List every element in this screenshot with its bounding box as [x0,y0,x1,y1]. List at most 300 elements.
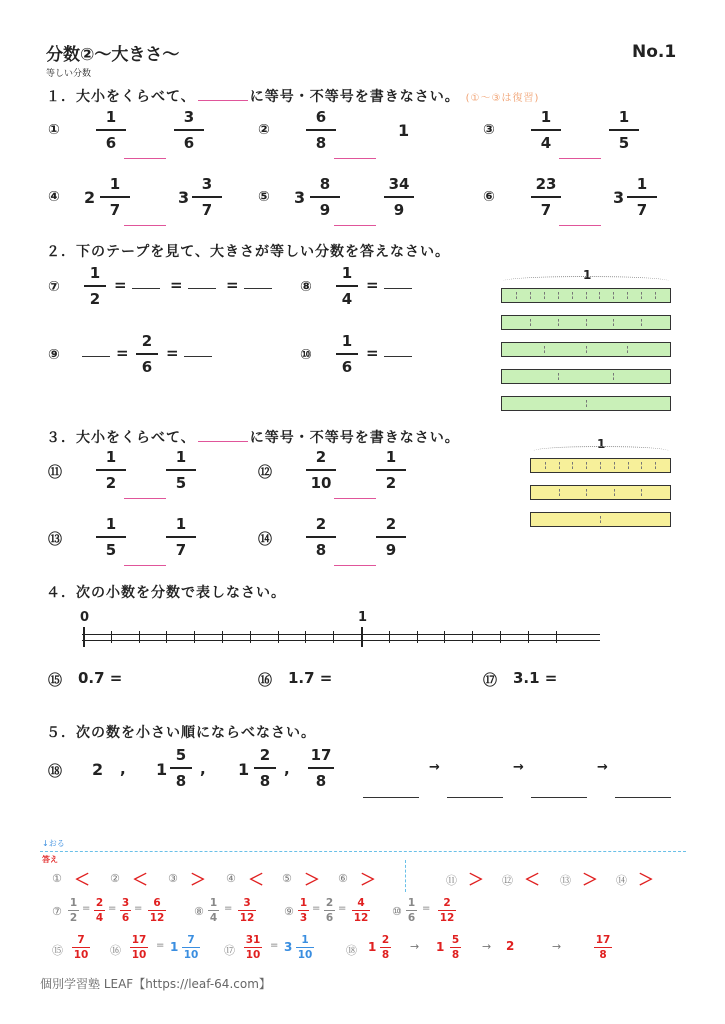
q2-0-blank-2 [244,288,272,289]
ans16-wf-den: 10 [183,949,199,961]
nline-tick [139,631,140,643]
answers.row1.2-sym: ＞ [190,870,207,889]
q1-3-b-den: 7 [201,201,213,219]
ans18-arrow0: → [410,940,420,953]
q2-2-blank-0 [184,356,212,357]
q5-num-3 [308,746,334,790]
tape2-row-4 [501,396,671,411]
ans9-q-bar [324,910,335,911]
ans18-f0-den: 8 [381,949,390,961]
answers.row1.3-sym: ＜ [248,870,265,889]
nline-tick [250,631,251,643]
ans17-f-bar [244,947,262,948]
tape2-tick [613,373,614,380]
answers.row1.6-sym: ＞ [468,870,485,889]
ans9-eq0: = [312,903,321,914]
nline-tick [166,631,167,643]
ans8-eq: = [224,903,233,914]
answers-title: 答え [42,855,58,864]
ans8-f0-bar [238,910,256,911]
ans18-f3 [594,934,612,961]
ans7-eq1: = [108,903,117,914]
nline-tick [361,627,363,647]
q1-3-b-whole: 3 [178,188,190,207]
answers.row1.9-label: ⑭ [616,874,627,887]
ans9-pre [298,897,309,924]
q2-3-eq-0: = [366,344,379,362]
tape3-tick [545,462,546,469]
q5-blank-3 [615,797,671,798]
tape2-tick [627,346,628,353]
ans7-f1-num: 3 [121,897,130,909]
ans8-q-num: 1 [209,897,218,909]
ans15-label: ⑮ [52,944,63,957]
tape3-tick [600,462,601,469]
answers.row1.0-sym: ＜ [74,870,91,889]
q5-blank-0 [363,797,419,798]
q5-num-2-whole: 1 [238,760,250,779]
q3-3-b-bar [376,536,406,538]
tape3-row-0 [530,458,671,473]
ans9-q [324,897,335,924]
ans18-f1-bar [450,947,461,948]
q1-2-answer-blank [559,158,601,159]
tape2-tick [572,292,573,299]
q4.items.2-value: 3.1 = [513,669,558,687]
q3-3-answer-blank [334,565,376,566]
nline-tick [333,631,334,643]
q5-arrow-0: → [429,760,440,775]
ans16-label: ⑯ [110,944,121,957]
ans10-eq: = [422,903,431,914]
q3-3-a-bar [306,536,336,538]
nline-tick [194,631,195,643]
ans18-f3-bar [594,947,612,948]
ans9-f0-den: 12 [353,912,369,924]
ans17-f-num: 31 [245,934,261,946]
ans18-w0: 1 [368,940,377,954]
q1-1-b-whole: 1 [398,121,410,140]
ans10-f0 [438,897,456,924]
q3-2-b-den: 7 [175,541,187,559]
tape2-tick [627,292,628,299]
q2-title: ２．下のテープを見て、大きさが等しい分数を答えなさい。 [46,244,451,260]
nline-top [82,634,600,635]
q5-num-0: 2 [92,760,104,779]
answers.row1.1-label: ② [110,872,120,885]
q1.items.2-label: ③ [483,122,495,138]
tape2-row-2 [501,342,671,357]
tape3-tick [614,489,615,496]
ans7-f2-num: 6 [153,897,161,909]
ans18-f0-bar [380,947,391,948]
nline-bottom [82,640,600,641]
q1-3-b-num: 3 [201,175,213,193]
ans10-q-bar [406,910,417,911]
q1-5-b-den: 7 [636,201,648,219]
q5-num-1-num: 5 [175,746,187,764]
q2-1-frac-num: 1 [341,264,353,282]
q3-title: ３．大小をくらべて、 に等号・不等号を書きなさい。 [46,430,460,446]
ans10-q-num: 1 [407,897,416,909]
q1-0-b [174,108,204,152]
q5-label: ⑱ [48,764,62,780]
q1.items.1-label: ② [258,122,270,138]
tape3-tick [559,462,560,469]
ans16-f-bar [130,947,148,948]
ans10-label: ⑩ [392,905,402,918]
q2.items.3-label: ⑩ [300,347,312,363]
ans16-f-den: 10 [131,949,147,961]
q3-2-a-bar [96,536,126,538]
ans18-f3-den: 8 [599,949,607,961]
q1-4-b-num: 34 [388,175,410,193]
ans17-wf-den: 10 [297,949,313,961]
q3-0-b-num: 1 [175,448,187,466]
ans16-wf [182,934,200,961]
tape2-tick [530,292,531,299]
q1-0-b-num: 3 [183,108,195,126]
q1-5-a-bar [531,196,561,198]
ans7-label: ⑦ [52,905,62,918]
ans7-f1-den: 6 [121,912,130,924]
q3.items.0-label: ⑪ [48,465,62,481]
q3-3-a-num: 2 [315,515,327,533]
q2-2-blank-left [82,356,110,357]
tape2-row-3 [501,369,671,384]
ans8-label: ⑧ [194,905,204,918]
ans8-f0-den: 12 [239,912,255,924]
ans7-f0 [94,897,105,924]
tape2-brace [503,276,669,286]
q2-2-frac-den: 6 [141,358,153,376]
tape3-row-2 [530,512,671,527]
q1-3-b-bar [192,196,222,198]
q1-2-a-num: 1 [540,108,552,126]
q3-0-a [96,448,126,492]
nline-tick [305,631,306,643]
answers.row1.3-label: ④ [226,872,236,885]
tape2-tick [530,319,531,326]
nline-tick [500,631,501,643]
ans7-q-num: 1 [69,897,78,909]
q3-2-answer-blank [124,565,166,566]
ans17-wf [296,934,314,961]
fold-label: ↓おる [42,839,65,848]
q1-1-a [306,108,336,152]
q1-3-a [100,175,130,219]
ans7-f0-den: 4 [95,912,104,924]
answers.row1.6-label: ⑪ [446,874,457,887]
ans17-wf-bar [296,947,314,948]
tape3-tick [641,489,642,496]
q1-0-b-bar [174,129,204,131]
ans18-f1-den: 8 [451,949,460,961]
q3-0-b-bar [166,469,196,471]
answers.row1.8-label: ⑬ [560,874,571,887]
ans8-f0-num: 3 [243,897,251,909]
q1-3-a-num: 1 [109,175,121,193]
q2-1-eq-0: = [366,276,379,294]
q5-comma-2: , [284,760,290,778]
ans18-w2: 2 [506,939,515,953]
q4.items.2-label: ⑰ [483,673,497,689]
q3-1-b-num: 1 [385,448,397,466]
q1-2-a [531,108,561,152]
q2-0-eq-0: = [114,276,127,294]
answers.row1.7-sym: ＜ [524,870,541,889]
page-title: 分数②～大きさ～ [46,45,180,65]
q5-num-2 [254,746,276,790]
tape3-tick [600,516,601,523]
tape2-row-1 [501,315,671,330]
q2-2-frac [136,332,158,376]
number-line-1: 1 [358,610,368,625]
ans17-w: 3 [284,940,293,954]
ans17-f [244,934,262,961]
q2-3-frac [336,332,358,376]
tape3-tick [655,462,656,469]
ans16-f [130,934,148,961]
q2.items.0-label: ⑦ [48,279,60,295]
q5-comma-0: , [120,760,126,778]
ans15-f-num: 7 [77,934,85,946]
q3-1-b-bar [376,469,406,471]
q1-3-a-den: 7 [109,201,121,219]
ans7-eq2: = [134,903,143,914]
q2-3-frac-den: 6 [341,358,353,376]
q1-3-a-whole: 2 [84,188,96,207]
q3-1-a [306,448,336,492]
q1-2-b [609,108,639,152]
q5-arrow-2: → [597,760,608,775]
q5-comma-1: , [200,760,206,778]
q2-0-frac [84,264,106,308]
q2-3-blank-0 [384,356,412,357]
nline-tick [111,631,112,643]
ans17-label: ⑰ [224,944,235,957]
number-line-0: 0 [80,610,90,625]
q2.items.2-label: ⑨ [48,347,60,363]
q5-blank-2 [531,797,587,798]
answers.row1.7-label: ⑫ [502,874,513,887]
ans15-f-bar [72,947,90,948]
q1-4-a-den: 9 [319,201,331,219]
q1-5-a [531,175,561,219]
q5-num-3-den: 8 [315,772,327,790]
q3.items.3-label: ⑭ [258,532,272,548]
ans18-f0-num: 2 [381,934,390,946]
q3-1-a-den: 10 [310,474,332,492]
tape3-label: 1 [597,437,606,451]
ans7-q [68,897,79,924]
tape2-tick [544,346,545,353]
q1-2-b-bar [609,129,639,131]
q3-0-answer-blank [124,498,166,499]
tape2-tick [516,292,517,299]
q2-3-frac-bar [336,353,358,355]
ans15-f [72,934,90,961]
q5-num-2-num: 2 [259,746,271,764]
q1-4-b [384,175,414,219]
nline-tick [222,631,223,643]
q1-5-a-num: 23 [535,175,557,193]
q5-num-3-num: 17 [310,746,332,764]
q1.items.0-label: ① [48,122,60,138]
q3-3-b-den: 9 [385,541,397,559]
q3-2-a [96,515,126,559]
q1-3-b [192,175,222,219]
ans8-f0 [238,897,256,924]
tape2-tick [655,292,656,299]
tape2-tick [586,400,587,407]
nline-tick [444,631,445,643]
q3-1-a-bar [306,469,336,471]
ans18-f3-num: 17 [595,934,611,946]
ans7-f0-bar [94,910,105,911]
ans7-f2-bar [148,910,166,911]
ans10-f0-num: 2 [443,897,451,909]
q3-2-a-den: 5 [105,541,117,559]
q4.items.0-label: ⑮ [48,673,62,689]
ans18-arrow1: → [482,940,492,953]
q1-4-a-whole: 3 [294,188,306,207]
ans17-f-den: 10 [245,949,261,961]
ans7-f1-bar [120,910,131,911]
ans17-wf-num: 1 [301,934,309,946]
tape3-tick [614,462,615,469]
q3-3-b [376,515,406,559]
q2-1-frac-bar [336,285,358,287]
q2-2-frac-bar [136,353,158,355]
q5-title: ５．次の数を小さい順にならべなさい。 [46,725,316,741]
ans9-pre-bar [298,910,309,911]
q3-1-answer-blank [334,498,376,499]
q3-0-a-num: 1 [105,448,117,466]
q3-3-b-num: 2 [385,515,397,533]
q1-4-a [310,175,340,219]
ans9-f0-bar [352,910,370,911]
q1-1-answer-blank [334,158,376,159]
q3-3-a-den: 8 [315,541,327,559]
tape3-tick [586,489,587,496]
q3-3-a [306,515,336,559]
ans18-label: ⑱ [346,944,357,957]
q1.items.5-label: ⑥ [483,189,495,205]
ans18-w1: 1 [436,940,445,954]
q1-0-a-num: 1 [105,108,117,126]
ans16-wf-bar [182,947,200,948]
q2-2-eq-left: = [116,344,129,362]
tape2-tick [599,292,600,299]
q5-num-1 [170,746,192,790]
q3-2-b-num: 1 [175,515,187,533]
q1-title: １．大小をくらべて、 に等号・不等号を書きなさい。 (①～③は復習) [46,89,540,105]
ans10-f0-den: 12 [439,912,455,924]
ans10-q-den: 6 [407,912,416,924]
answers.row1.5-sym: ＞ [360,870,377,889]
q1-2-b-num: 1 [618,108,630,126]
ans9-f0 [352,897,370,924]
ans7-eq0: = [82,903,91,914]
nline-tick [83,627,85,647]
q1-1-a-bar [306,129,336,131]
ans9-pre-num: 1 [299,897,308,909]
tape3-tick [572,462,573,469]
answers.row1.1-sym: ＜ [132,870,149,889]
q1-4-b-den: 9 [393,201,405,219]
q1-4-b-bar [384,196,414,198]
ans17-eq: = [270,940,279,951]
q2-1-frac [336,264,358,308]
nline-tick [417,631,418,643]
ans18-arrow2: → [552,940,562,953]
q3-2-b-bar [166,536,196,538]
answers-divider [405,860,406,892]
tape2-tick [558,319,559,326]
tape2-row-0 [501,288,671,303]
tape2-tick [613,292,614,299]
tape3-brace [533,446,669,456]
q3-2-b [166,515,196,559]
tape3-tick [641,462,642,469]
answers.row1.4-sym: ＞ [304,870,321,889]
ans8-q-bar [208,910,219,911]
ans9-q-num: 2 [325,897,334,909]
q5-num-2-den: 8 [259,772,271,790]
tape2-tick [558,292,559,299]
nline-tick [528,631,529,643]
q1-5-b-whole: 3 [613,188,625,207]
answers.row1.0-label: ① [52,872,62,885]
q2-0-frac-den: 2 [89,290,101,308]
q1-2-b-den: 5 [618,134,630,152]
q1-3-answer-blank [124,225,166,226]
q3.items.2-label: ⑬ [48,532,62,548]
q1-5-b-bar [627,196,657,198]
tape3-row-1 [530,485,671,500]
ans7-q-bar [68,910,79,911]
q3-0-b-den: 5 [175,474,187,492]
ans9-f0-num: 4 [357,897,365,909]
ans9-label: ⑨ [284,905,294,918]
ans7-q-den: 2 [69,912,78,924]
q3-1-a-num: 2 [315,448,327,466]
q2-2-eq-0: = [166,344,179,362]
q4-title: ４．次の小数を分数で表しなさい。 [46,585,286,601]
tape3-tick [559,489,560,496]
q3-0-a-den: 2 [105,474,117,492]
ans9-q-den: 6 [325,912,334,924]
answers.row1.8-sym: ＞ [582,870,599,889]
q1-3-a-bar [100,196,130,198]
q2-0-eq-2: = [226,276,239,294]
q3-1-b [376,448,406,492]
answers.row1.2-label: ③ [168,872,178,885]
q1-2-a-den: 4 [540,134,552,152]
q1-0-a-den: 6 [105,134,117,152]
q5-num-1-bar [170,767,192,769]
q3-2-a-num: 1 [105,515,117,533]
q4.items.1-value: 1.7 = [288,669,333,687]
ans16-w: 1 [170,940,179,954]
q2-1-blank-0 [384,288,412,289]
ans10-q [406,897,417,924]
q1-4-a-num: 8 [319,175,331,193]
nline-tick [556,631,557,643]
q2-2-frac-num: 2 [141,332,153,350]
ans7-f1 [120,897,131,924]
